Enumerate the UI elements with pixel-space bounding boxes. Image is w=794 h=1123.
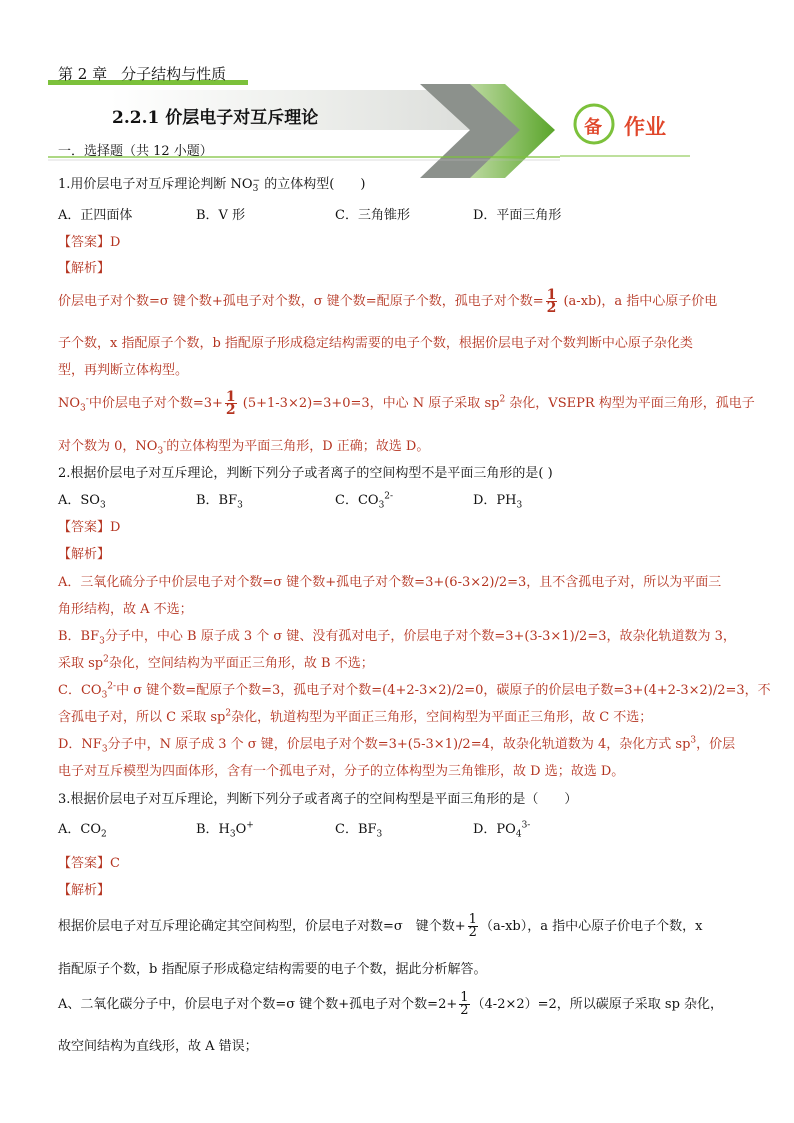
q3-analysis-label: 【解析】 [58, 883, 111, 898]
q2-answer: 【答案】D [58, 520, 121, 535]
badge-text: 作业 [624, 115, 666, 139]
section-title: 2.2.1 价层电子对互斥理论 [112, 108, 319, 128]
q1-answer: 【答案】D [58, 235, 121, 250]
q2-analysis-a-line2: 角形结构，故 A 不选； [58, 602, 193, 617]
chapter-title: 分子结构与性质 [121, 65, 227, 83]
q1-option-c: C．三角锥形 [335, 208, 410, 223]
q2-analysis-b-line2: 采取 $sp^2$杂化，空间结构为平面正三角形，故 B 不选； [58, 654, 374, 671]
q3-analysis-p1-line1: 根据价层电子对互斥理论确定其空间构型，价层电子对数=σ 键个数+ $\frac{1}{2}$ （a-xb），a 指中心原子价电子个数，x [58, 912, 703, 940]
chapter-label [58, 63, 226, 84]
fraction-half: $\frac{1}{2}$ [468, 912, 477, 940]
q1-analysis-p2-line1: $NO_3^-$中价层电子对个数=3+ $\frac{1}{2}$ (5+1-3×2)=3+0=3，中心 N 原子采取 $sp^2$ 杂化，VSEPR 构型为平面三角形，孤电子 [58, 389, 755, 418]
q3-stem: 3.根据价层电子对互斥理论，判断下列分子或者离子的空间构型是平面三角形的是（ ） [58, 792, 578, 807]
q1-option-d: D．平面三角形 [473, 208, 562, 223]
q1-option-a: A．正四面体 [58, 208, 133, 223]
q2-analysis-b-line1: B．$BF_3$分子中，中心 B 原子成 3 个 σ 键、没有孤对电子，价层电子对个数=3+(3-3×1)/2=3，故杂化轨道数为 3， [58, 629, 736, 647]
q2-analysis-c-line1: C．$CO_3^{2-}$中 σ 键个数=配原子个数=3，孤电子对个数=(4+2-3×2)/2=0，碳原子的价层电子数=3+(4+2-3×2)/2=3，不 [58, 681, 771, 701]
q3-analysis-p2-line1: A、二氧化碳分子中，价层电子对个数=σ 键个数+孤电子对个数=2+ $\frac{1}{2}$ （4-2×2）=2，所以碳原子采取 sp 杂化， [58, 990, 724, 1018]
q2-stem: 2.根据价层电子对互斥理论，判断下列分子或者离子的空间构型不是平面三角形的是( ) [58, 466, 553, 481]
q2-option-b: B．$BF_3$ [196, 493, 243, 511]
q3-option-d: D．$PO_4^{3-}$ [473, 820, 531, 840]
q3-analysis-p2-line2: 故空间结构为直线形，故 A 错误； [58, 1039, 258, 1054]
q3-option-b: B．$H_3O^+$ [196, 820, 254, 840]
fraction-half: $\frac{1}{2}$ [546, 287, 557, 316]
q1-option-b: B．V 形 [196, 208, 246, 223]
q2-analysis-d-line1: D．$NF_3$分子中，N 原子成 3 个 σ 键，价层电子对个数=3+(5-3×1)/2=4，故杂化轨道数为 4，杂化方式 $sp^3$，价层 [58, 735, 736, 755]
q2-analysis-label: 【解析】 [58, 547, 111, 562]
q3-answer: 【答案】C [58, 856, 120, 871]
q3-option-c: C．$BF_3$ [335, 822, 383, 840]
q1-analysis-p1-line1: 价层电子对个数=σ 键个数+孤电子对个数，σ 键个数=配原子个数，孤电子对个数= $\frac{1}{2}$ (a-xb)，a 指中心原子价电 [58, 287, 718, 316]
fraction-half: $\frac{1}{2}$ [460, 990, 469, 1018]
fraction-half: $\frac{1}{2}$ [225, 389, 236, 418]
q2-analysis-a-line1: A．三氧化硫分子中价层电子对个数=σ 键个数+孤电子对个数=3+(6-3×2)/2=3，且不含孤电子对，所以为平面三 [58, 575, 722, 590]
badge-char: 备 [584, 117, 602, 138]
q1-analysis-p2-line2: 对个数为 0，$NO_3^-$的立体构型为平面三角形，D 正确；故选 D。 [58, 437, 430, 457]
q2-option-d: D．$PH_3$ [473, 493, 523, 511]
q3-option-a: A．$CO_2$ [58, 822, 107, 840]
header-decoration [0, 0, 794, 200]
q2-option-c: C．$CO_3^{2-}$ [335, 491, 394, 511]
q1-stem: 1.用价层电子对互斥理论判断 NO − 3 的立体构型( ) [58, 175, 366, 194]
q2-analysis-d-line2: 电子对互斥模型为四面体形，含有一个孤电子对，分子的立体构型为三角锥形，故 D 选；故选 D。 [58, 764, 625, 779]
q3-analysis-p1-line2: 指配原子个数，b 指配原子形成稳定结构需要的电子个数，据此分析解答。 [58, 962, 487, 977]
q2-analysis-c-line2: 含孤电子对，所以 C 采取 $sp^2$杂化，轨道构型为平面正三角形，空间构型为平面正三角形，故 C 不选； [58, 708, 653, 725]
section-heading: 一．选择题（共 12 小题） [58, 144, 213, 159]
q1-analysis-p1-line2: 子个数，x 指配原子个数，b 指配原子形成稳定结构需要的电子个数，根据价层电子对个数判断中心原子杂化类 [58, 336, 693, 351]
chapter-number: 第 2 章 [58, 65, 108, 83]
q2-option-a: A．$SO_3$ [58, 493, 106, 511]
q1-analysis-p1-line3: 型，再判断立体构型。 [58, 363, 189, 378]
q1-analysis-label: 【解析】 [58, 261, 111, 276]
